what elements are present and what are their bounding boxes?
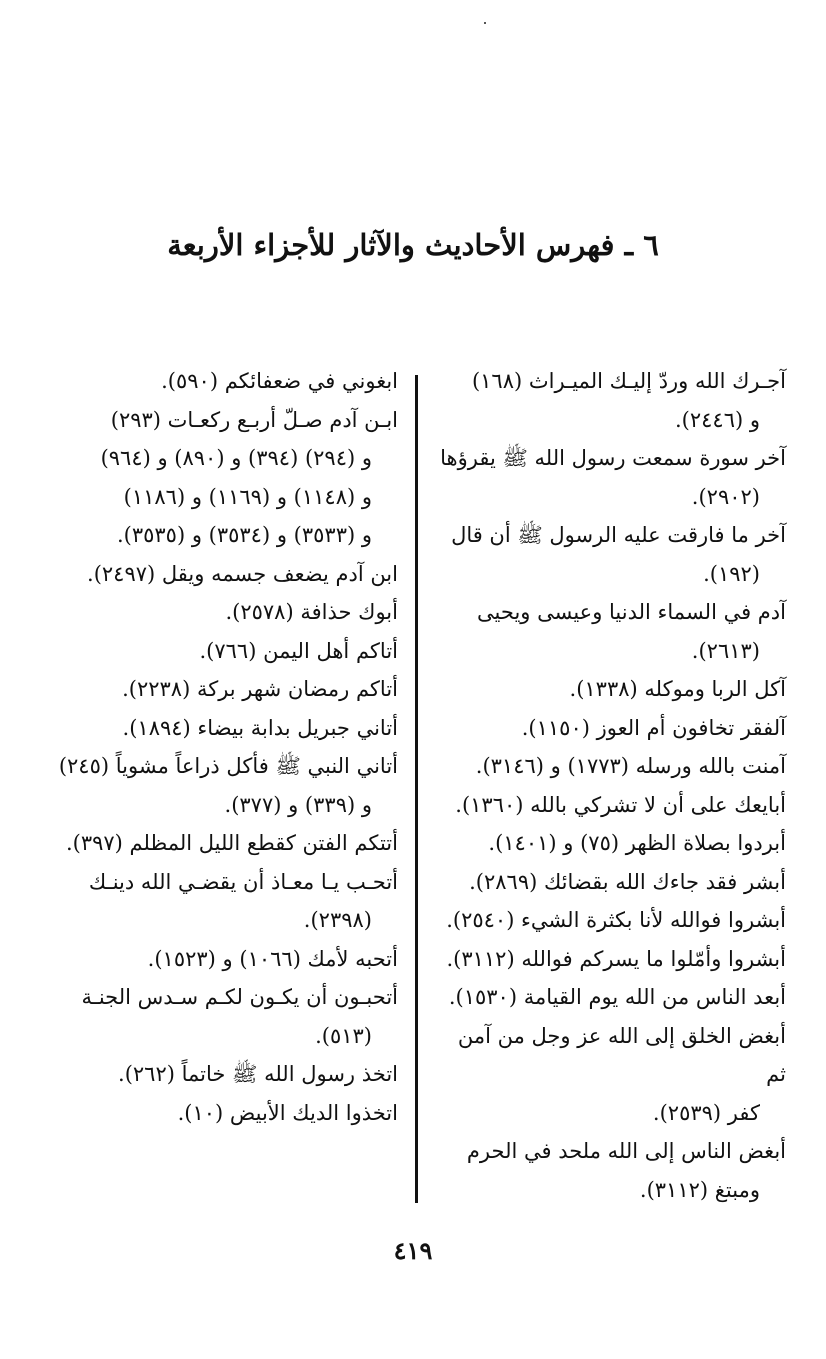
index-entry [48,747,398,824]
entry-text: اتخذوا الديك الأبيض (١٠). [177,1100,398,1125]
index-entry [436,824,786,863]
entry-text: أبشروا وأمّلوا ما يسركم فوالله (٣١١٢). [446,946,786,971]
index-entry [436,439,786,516]
index-entry [48,940,398,979]
entry-text: أتاكم رمضان شهر بركة (٢٢٣٨). [122,677,398,701]
page-title: ٦ ـ فهرس الأحاديث والآثار للأجزاء الأربعة [167,228,659,262]
index-entry [436,1017,786,1133]
index-entry [436,670,786,709]
entry-continuation: و (٢٤٤٦). [674,407,760,432]
entry-continuation: ومبتغ (٣١١٢). [639,1177,760,1202]
index-entry [436,786,786,825]
index-entry [436,978,786,1017]
entry-continuation: (٥١٣). [315,1023,372,1048]
entry-continuation: و (١١٤٨) و (١١٦٩) و (١١٨٦) [123,484,372,509]
entry-text: أتاني جبريل بدابة بيضاء (١٨٩٤). [122,715,398,740]
index-entry [436,747,786,786]
index-entry [48,555,398,594]
scan-speck [484,22,486,24]
entry-text: آكل الربا وموكله (١٣٣٨). [569,677,786,701]
entry-text: أبغض الخلق إلى الله عز وجل من آمن ثم [457,1023,786,1086]
entry-text: آلفقر تخافون أم العوز (١١٥٠). [521,715,786,740]
entry-text: أبغض الناس إلى الله ملحد في الحرم [466,1139,786,1163]
index-entry [436,901,786,940]
column-divider [415,375,418,1203]
entry-text: أتحبـون أن يكـون لكـم سـدس الجنـة [81,985,398,1009]
right-column [436,362,786,1209]
index-entry [436,593,786,670]
entry-text: ابن آدم يضعف جسمه ويقل (٢٤٩٧). [87,561,398,586]
index-entry [436,709,786,748]
entry-text: اتخذ رسول الله ﷺ خاتماً (٢٦٢). [118,1062,398,1086]
index-entry [48,478,398,517]
entry-text: ابغوني في ضعفائكم (٥٩٠). [161,369,398,393]
entry-text: أبوك حذافة (٢٥٧٨). [225,600,398,624]
index-entry [436,863,786,902]
index-entry [436,362,786,439]
index-entry [48,1055,398,1094]
entry-text: أتتكم الفتن كقطع الليل المظلم (٣٩٧). [65,831,398,855]
index-entry [48,362,398,401]
entry-text: آخر سورة سمعت رسول الله ﷺ يقرؤها [440,446,786,470]
entry-continuation: و (٢٩٤) (٣٩٤) و (٨٩٠) و (٩٦٤) [100,446,372,470]
entry-text: أبشر فقد جاءك الله بقضائك (٢٨٦٩). [469,869,786,894]
entry-continuation: كفر (٢٥٣٩). [652,1100,760,1125]
index-entry [48,401,398,478]
index-entry [48,1094,398,1133]
left-column [48,362,398,1132]
entry-text: آمنت بالله ورسله (١٧٧٣) و (٣١٤٦). [475,754,786,778]
entry-continuation: و (٣٣٩) و (٣٧٧). [224,792,372,817]
entry-text: آجـرك الله وردّ إليـك الميـراث (١٦٨) [471,369,786,393]
entry-continuation: (١٩٢). [703,561,760,586]
entry-continuation: (٢٣٩٨). [303,908,372,932]
entry-continuation: و (٣٥٣٣) و (٣٥٣٤) و (٣٥٣٥). [116,523,372,547]
entry-text: أبايعك على أن لا تشركي بالله (١٣٦٠). [455,792,786,817]
index-entry [436,516,786,593]
entry-continuation: (٢٦١٣). [691,638,760,663]
entry-continuation: (٢٩٠٢). [691,484,760,509]
entry-text: أتحـب يـا معـاذ أن يقضـي الله دينـك [88,869,398,894]
index-entry [48,978,398,1055]
entry-text: أبردوا بصلاة الظهر (٧٥) و (١٤٠١). [488,831,786,855]
entry-text: آدم في السماء الدنيا وعيسى ويحيى [477,600,786,624]
index-entry [436,940,786,979]
index-entry [48,863,398,940]
index-entry [48,670,398,709]
entry-text: ابـن آدم صـلّ أربـع ركعـات (٢٩٣) [110,407,398,432]
entry-text: أتاني النبي ﷺ فأكل ذراعاً مشوياً (٢٤٥) [58,754,398,778]
index-entry [48,516,398,555]
index-entry [48,593,398,632]
entry-text: آخر ما فارقت عليه الرسول ﷺ أن قال [451,523,786,547]
page-number: ٤١٩ [393,1236,433,1265]
index-entry [48,709,398,748]
entry-text: أتحبه لأمك (١٠٦٦) و (١٥٢٣). [147,946,398,971]
entry-text: أبشروا فوالله لأنا بكثرة الشيء (٢٥٤٠). [446,908,786,932]
entry-text: أتاكم أهل اليمن (٧٦٦). [199,638,398,663]
index-entry [48,632,398,671]
index-entry [436,1132,786,1209]
entry-text: أبعد الناس من الله يوم القيامة (١٥٣٠). [448,985,786,1009]
index-entry [48,824,398,863]
